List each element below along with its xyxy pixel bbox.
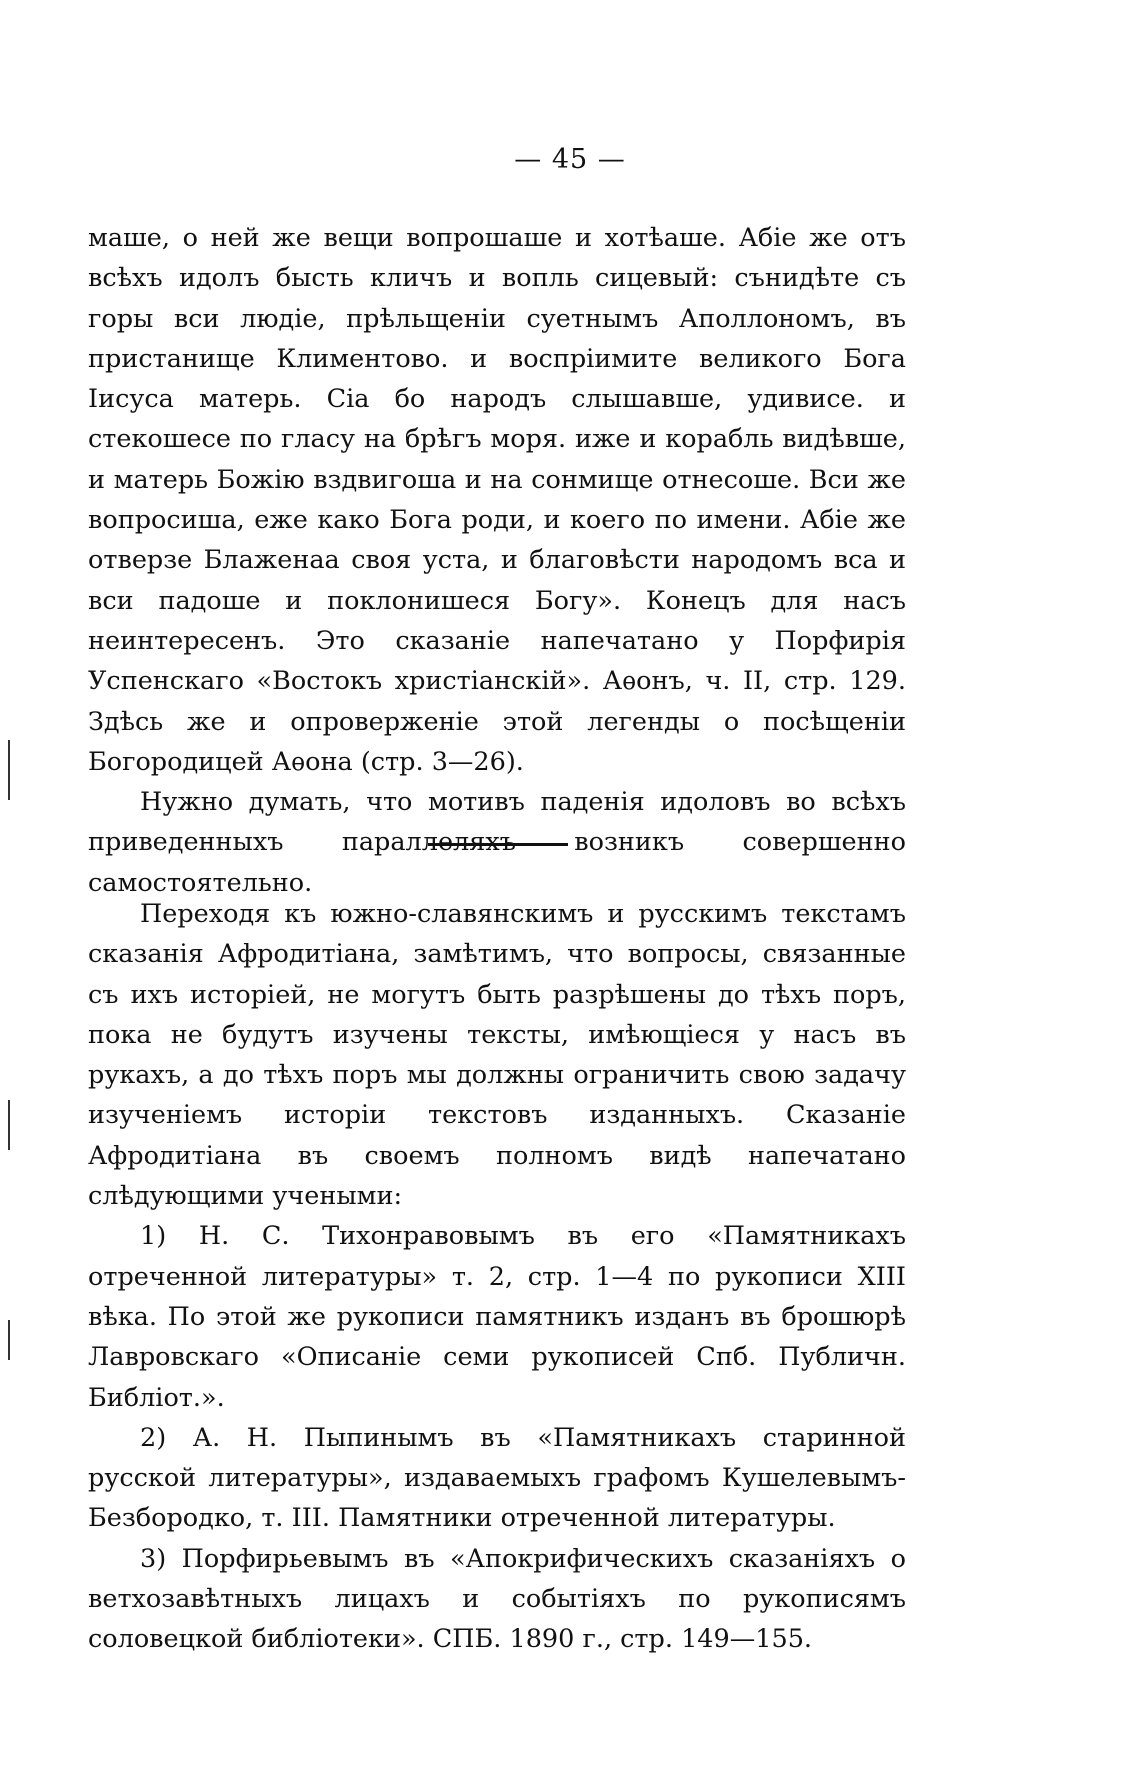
text-block-bottom xyxy=(88,894,906,1660)
section-separator xyxy=(428,843,568,846)
scan-edge-mark xyxy=(8,1320,10,1360)
list-item-3: 3) Порфирьевымъ въ «Апокрифическихъ сказаніяхъ о ветхозавѣтныхъ лицахъ и событіяхъ по рукописямъ соловецкой библіотеки». СПБ. 1890 г., стр. 149—155. xyxy=(88,1543,906,1655)
list-item-1: 1) Н. С. Тихонравовымъ въ его «Памятникахъ отреченной литературы» т. 2, стр. 1—4 по рукописи XIII вѣка. По этой же рукописи памятникъ изданъ въ брошюрѣ Лавровскаго «Описаніе семи рукописей Спб. Публичн. Библіот.». xyxy=(88,1221,906,1413)
scan-edge-mark xyxy=(8,740,10,800)
page-number: — 45 — xyxy=(514,144,626,175)
scan-edge-mark xyxy=(8,1100,10,1150)
paragraph-conclusion: Нужно думать, что мотивъ паденія идоловъ во всѣхъ приведенныхъ параллеляхъ возникъ совершенно самостоятельно. xyxy=(88,787,906,898)
paragraph-intro: Переходя къ южно-славянскимъ и русскимъ текстамъ сказанія Афродитіана, замѣтимъ, что вопросы, связанные съ ихъ исторіей, не могутъ быть разрѣшены до тѣхъ поръ, пока не будутъ изучены тексты, имѣющіеся у насъ въ рукахъ, а до тѣхъ поръ мы должны ограничить свою задачу изученіемъ исторіи текстовъ изданныхъ. Сказаніе Афродитіана въ своемъ полномъ видѣ напечатано слѣдующими учеными: xyxy=(88,899,906,1212)
paragraph-continued: маше, о ней же вещи вопрошаше и хотѣаше. Абіе же отъ всѣхъ идолъ бысть кличъ и вопль сицевый: сънидѣте съ горы вси людіе, прѣльщеніи суетнымъ Аполлономъ, въ пристанище Климентово. и воспріимите великого Бога Іисуса матерь. Сіа бо народъ слышавше, удивисе. и стекошесе по гласу на брѣгъ моря. иже и корабль видѣвше, и матерь Божію вздвигоша и на сонмище отнесоше. Вси же вопросиша, еже како Бога роди, и коего по имени. Абіе же отверзе Блаженаа своя уста, и благовѣсти народомъ вса и вси падоше и поклонишеся Богу». Конецъ для насъ неинтересенъ. Это сказаніе напечатано у Порфирія Успенскаго «Востокъ христіанскій». Аѳонъ, ч. II, стр. 129. Здѣсь же и опроверженіе этой легенды о посѣщеніи Богородицей Аѳона (стр. 3—26). xyxy=(88,223,906,777)
text-block-top xyxy=(88,218,906,903)
list-item-2: 2) А. Н. Пыпинымъ въ «Памятникахъ старинной русской литературы», издаваемыхъ графомъ Кушелевымъ-Безбородко, т. III. Памятники отреченной литературы. xyxy=(88,1422,906,1534)
